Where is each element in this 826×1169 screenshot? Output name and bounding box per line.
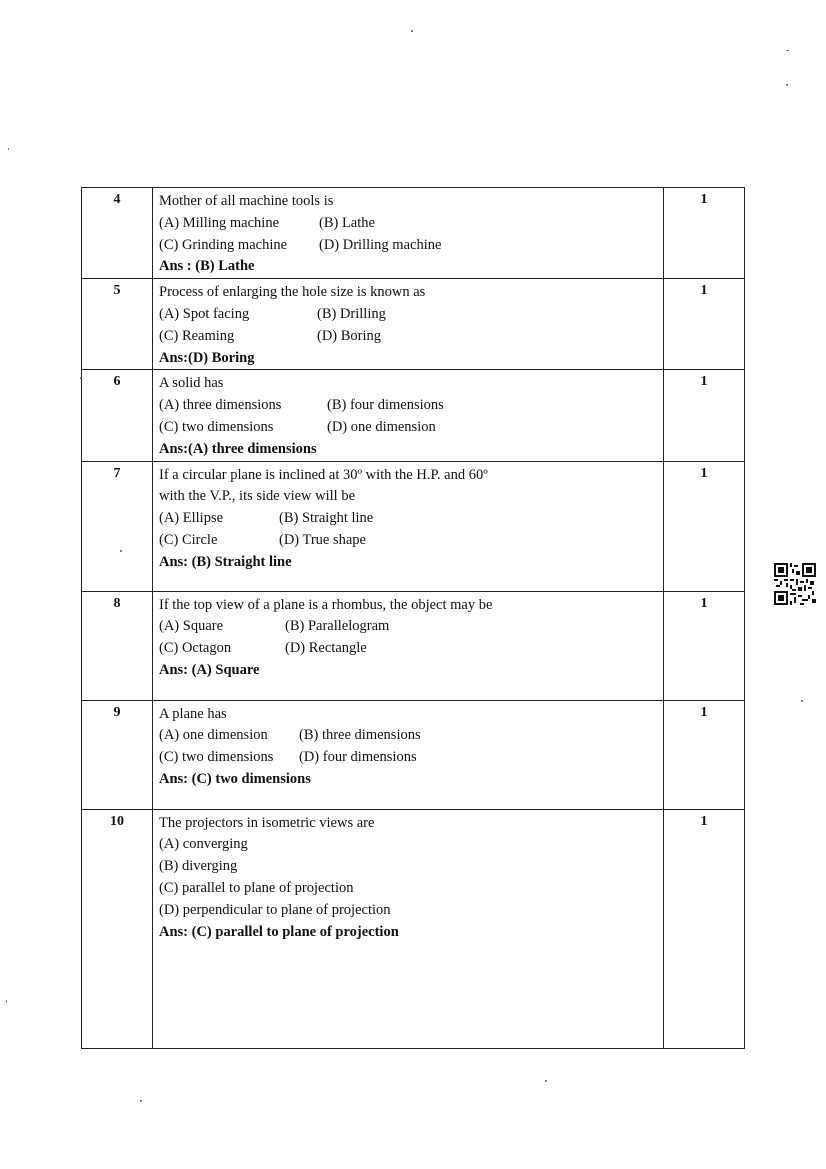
question-content	[153, 809, 664, 1048]
option-d: (D) Drilling machine	[319, 236, 442, 253]
question-number: 6	[82, 370, 153, 461]
question-row	[82, 461, 745, 591]
option-d: (D) four dimensions	[299, 749, 417, 766]
option-c: (C) Grinding machine	[159, 236, 288, 253]
question-content	[153, 188, 664, 279]
question-content	[153, 461, 664, 591]
option-a: (A) Square	[159, 618, 224, 635]
question-number: 4	[82, 188, 153, 279]
marks-value: 1	[664, 370, 745, 461]
option-b: (B) Parallelogram	[285, 618, 390, 635]
answer-text: Ans: (C) parallel to plane of projection	[159, 923, 399, 940]
question-text: The projectors in isometric views are	[159, 814, 375, 831]
option-a: (A) three dimensions	[159, 397, 282, 414]
option-row	[159, 213, 657, 235]
question-number: 8	[82, 591, 153, 700]
marks-value: 1	[664, 809, 745, 1048]
scan-speck	[8, 148, 9, 150]
question-table	[81, 187, 745, 1049]
question-content	[153, 370, 664, 461]
answer-text: Ans: (C) two dimensions	[159, 770, 311, 787]
question-content	[153, 591, 664, 700]
question-row	[82, 370, 745, 461]
option-c: (C) two dimensions	[159, 749, 274, 766]
option-b: (B) three dimensions	[299, 727, 421, 744]
option-c: (C) two dimensions	[159, 418, 274, 435]
option-b: (B) four dimensions	[327, 397, 444, 414]
scan-speck	[411, 30, 413, 32]
option-row	[159, 616, 657, 638]
marks-value: 1	[664, 700, 745, 809]
marks-value: 1	[664, 188, 745, 279]
marks-value: 1	[664, 461, 745, 591]
question-text-line-2: with the V.P., its side view will be	[159, 488, 356, 505]
option-d: (D) Rectangle	[285, 640, 367, 657]
marks-value: 1	[664, 279, 745, 370]
question-text: If the top view of a plane is a rhombus, the object may be	[159, 596, 493, 613]
scan-speck	[80, 377, 82, 379]
option-b: (B) Drilling	[317, 305, 386, 322]
option-row	[159, 725, 657, 747]
question-number: 9	[82, 700, 153, 809]
option-d: (D) perpendicular to plane of projection	[159, 901, 391, 918]
answer-text: Ans:(A) three dimensions	[159, 440, 317, 457]
scan-speck	[6, 1000, 7, 1003]
option-b: (B) diverging	[159, 858, 238, 875]
question-row	[82, 279, 745, 370]
option-row	[159, 417, 657, 439]
option-row	[159, 235, 657, 257]
qr-code-icon	[774, 563, 816, 605]
option-row	[159, 304, 657, 326]
option-b: (B) Lathe	[319, 214, 375, 231]
scan-speck	[545, 1080, 547, 1082]
option-row	[159, 395, 657, 417]
question-content	[153, 700, 664, 809]
option-row	[159, 530, 657, 552]
question-content	[153, 279, 664, 370]
question-number: 5	[82, 279, 153, 370]
question-row	[82, 591, 745, 700]
option-c: (C) Octagon	[159, 640, 232, 657]
option-a: (A) Spot facing	[159, 305, 250, 322]
question-text: A solid has	[159, 375, 224, 392]
answer-text: Ans: (B) Straight line	[159, 553, 292, 570]
option-b: (B) Straight line	[279, 510, 374, 527]
question-row	[82, 809, 745, 1048]
question-text: If a circular plane is inclined at 30º with the H.P. and 60º	[159, 466, 488, 483]
scan-speck	[140, 1100, 142, 1102]
option-row	[159, 508, 657, 530]
answer-text: Ans:(D) Boring	[159, 349, 255, 366]
marks-value: 1	[664, 591, 745, 700]
option-d: (D) one dimension	[327, 418, 436, 435]
option-c: (C) Reaming	[159, 327, 235, 344]
option-d: (D) Boring	[317, 327, 382, 344]
answer-text: Ans: (A) Square	[159, 661, 260, 678]
option-a: (A) Milling machine	[159, 214, 280, 231]
question-row	[82, 188, 745, 279]
option-row	[159, 326, 657, 348]
option-row	[159, 747, 657, 769]
question-text: Mother of all machine tools is	[159, 193, 334, 209]
option-d: (D) True shape	[279, 531, 366, 548]
scan-speck	[120, 550, 122, 552]
scan-speck	[786, 50, 789, 51]
question-text: A plane has	[159, 705, 227, 722]
option-row	[159, 638, 657, 660]
question-number: 7	[82, 461, 153, 591]
option-c: (C) parallel to plane of projection	[159, 879, 354, 896]
answer-text: Ans : (B) Lathe	[159, 258, 255, 275]
question-text: Process of enlarging the hole size is known as	[159, 284, 426, 301]
option-a: (A) Ellipse	[159, 510, 224, 527]
option-a: (A) one dimension	[159, 727, 268, 744]
scan-speck	[786, 84, 788, 86]
option-c: (C) Circle	[159, 531, 218, 548]
question-number: 10	[82, 809, 153, 1048]
question-row	[82, 700, 745, 809]
scan-speck	[801, 700, 803, 702]
option-a: (A) converging	[159, 836, 248, 853]
